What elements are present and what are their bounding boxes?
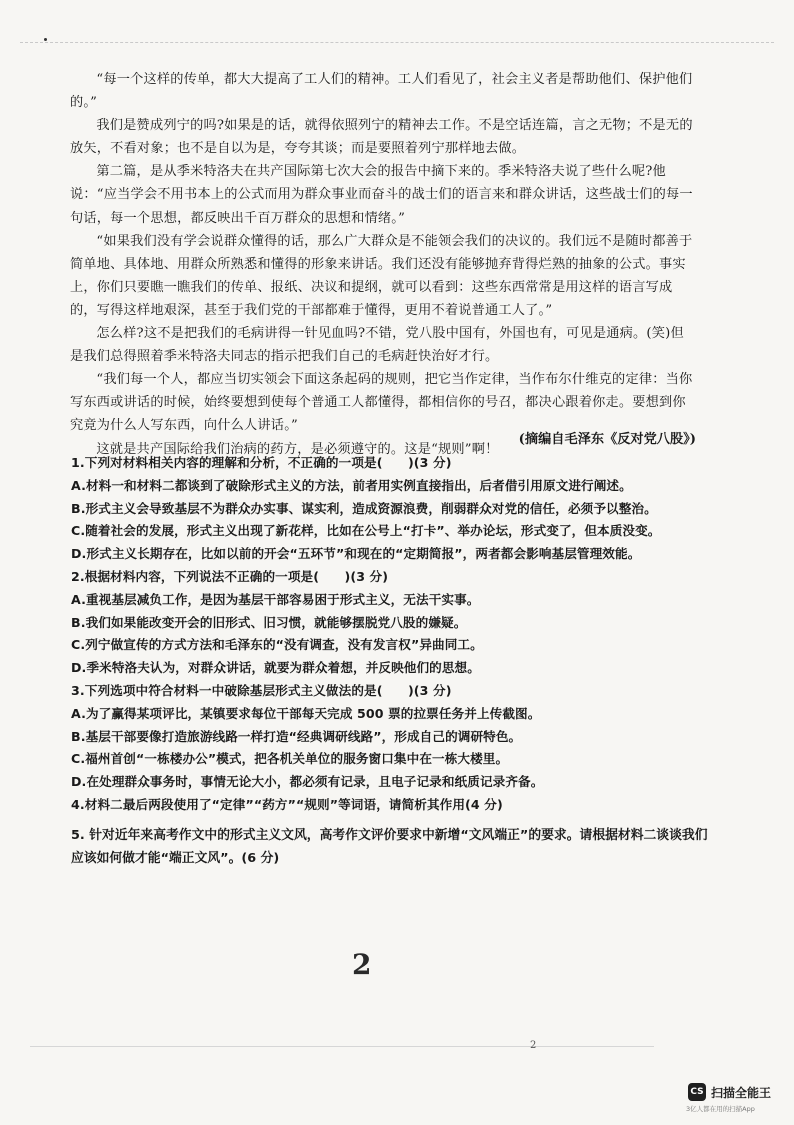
logo-tagline: 3亿人都在用的扫描App	[686, 1105, 755, 1113]
page-number: 2	[530, 1040, 537, 1051]
logo-name: 扫描全能王	[711, 1085, 772, 1100]
cs-logo-icon: CS	[688, 1083, 706, 1101]
question-option: C.随着社会的发展，形式主义出现了新花样，比如在公号上“打卡”、举办论坛，形式变了，但本质没变。	[71, 523, 661, 539]
scan-speck	[44, 38, 47, 41]
handwritten-page-number: 2	[352, 948, 372, 981]
passage-paragraph: “如果我们没有学会说群众懂得的话，那么广大群众是不能领会我们的决议的。我们远不是随时都善于简单地、具体地、用群众所熟悉和懂得的形象来讲话。我们还没有能够抛弃背得烂熟的抽象的公式。事实上，你们只要瞧一瞧我们的传单、报纸、决议和提纲，就可以看到：这些东西常常是用这样的语言写成的，写得这样地艰深，甚至于我们党的干部都难于懂得，更用不着说普通工人了。”	[70, 233, 693, 318]
question-option: D.形式主义长期存在，比如以前的开会“五环节”和现在的“定期简报”，两者都会影响基层管理效能。	[71, 546, 641, 562]
question-stem: 3.下列选项中符合材料一中破除基层形式主义做法的是( )(3 分)	[71, 682, 452, 698]
question-stem: 1.下列对材料相关内容的理解和分析，不正确的一项是( )(3 分)	[71, 455, 452, 470]
passage-paragraph: “每一个这样的传单，都大大提高了工人们的精神。工人们看见了，社会主义者是帮助他们、保护他们的。”	[70, 72, 693, 111]
question-option: B.形式主义会导致基层不为群众办实事、谋实利，造成资源浪费，削弱群众对党的信任，必须予以整治。	[71, 500, 657, 516]
passage-paragraph: 这就是共产国际给我们治病的药方，是必须遵守的。这是“规则”啊！	[96, 441, 499, 457]
question-list	[71, 452, 701, 817]
question-option: B.我们如果能改变开会的旧形式、旧习惯，就能够摆脱党八股的嫌疑。	[71, 614, 467, 630]
question-option: D.在处理群众事务时，事情无论大小，都必须有记录，且电子记录和纸质记录齐备。	[71, 774, 544, 790]
passage-paragraph: “我们每一个人，都应当切实领会下面这条起码的规则，把它当作定律，当作布尔什维克的定律：当你写东西或讲话的时候，始终要想到使每个普通工人都懂得，都相信你的号召，都决心跟着你走。要想到你究竟为什么人写东西，向什么人讲话。”	[70, 372, 693, 434]
question-option: A.材料一和材料二都谈到了破除形式主义的方法，前者用实例直接指出，后者借引用原文进行阐述。	[71, 477, 632, 493]
question-option: A.为了赢得某项评比，某镇要求每位干部每天完成 500 票的拉票任务并上传截图。	[71, 705, 541, 721]
question-option: D.季米特洛夫认为，对群众讲话，就要为群众着想，并反映他们的思想。	[71, 660, 480, 676]
bottom-rule	[30, 1046, 654, 1047]
passage-paragraph: 怎么样?这不是把我们的毛病讲得一针见血吗?不错，党八股中国有，外国也有，可见是通病。(笑)但是我们总得照着季米特洛夫同志的指示把我们自己的毛病赶快治好才行。	[70, 326, 684, 365]
passage-paragraph: 第二篇，是从季米特洛夫在共产国际第七次大会的报告中摘下来的。季米特洛夫说了些什么呢?他说：“应当学会不用书本上的公式而用为群众事业而奋斗的战士们的语言来和群众讲话，这些战士们的每一句话，每一个思想，都反映出千百万群众的思想和情绪。”	[70, 164, 693, 226]
question-stem: 4.材料二最后两段使用了“定律”“药方”“规则”等词语，请简析其作用(4 分)	[71, 796, 503, 812]
passage-paragraph: 我们是赞成列宁的吗?如果是的话，就得依照列宁的精神去工作。不是空话连篇，言之无物；不是无的放矢，不看对象；也不是自以为是，夸夸其谈；而是要照着列宁那样地去做。	[70, 118, 693, 157]
top-rule	[20, 42, 774, 43]
question-5: 5. 针对近年来高考作文中的形式主义文风，高考作文评价要求中新增“文风端正”的要求。请根据材料二谈谈我们应该如何做才能“端正文风”。(6 分)	[71, 828, 708, 866]
source-citation: (摘编自毛泽东《反对党八股》)	[518, 432, 696, 447]
camscanner-logo	[688, 1083, 771, 1101]
question-stem: 2.根据材料内容，下列说法不正确的一项是( )(3 分)	[71, 568, 389, 584]
question-option: A.重视基层减负工作，是因为基层干部容易困于形式主义，无法干实事。	[71, 591, 480, 607]
question-option: C.列宁做宣传的方式方法和毛泽东的“没有调查，没有发言权”异曲同工。	[71, 637, 483, 653]
question-option: B.基层干部要像打造旅游线路一样打造“经典调研线路”，形成自己的调研特色。	[71, 728, 522, 744]
question-option: C.福州首创“一栋楼办公”模式，把各机关单位的服务窗口集中在一栋大楼里。	[71, 751, 509, 767]
reading-passage	[70, 68, 695, 461]
